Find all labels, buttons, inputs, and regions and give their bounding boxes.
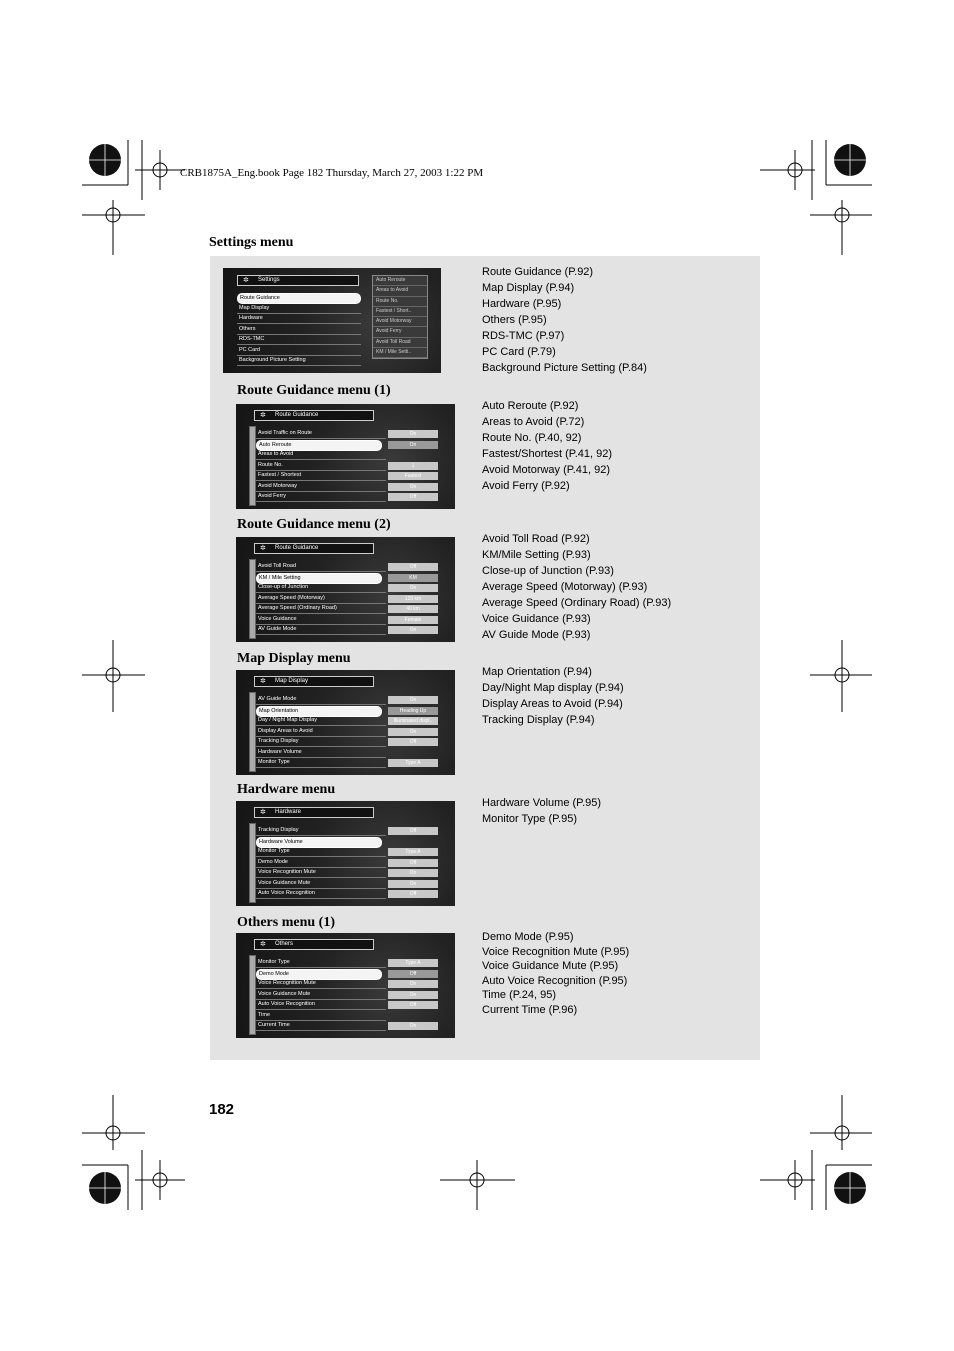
reference-item: Day/Night Map display (P.94) <box>482 682 624 694</box>
menu-row-label: Display Areas to Avoid <box>258 727 313 734</box>
section-heading-others-1: Others menu (1) <box>237 915 335 930</box>
screen-title-bar <box>254 676 374 687</box>
menu-screen <box>236 404 455 509</box>
reference-item: Voice Recognition Mute (P.95) <box>482 945 630 958</box>
page-number: 182 <box>209 1101 235 1118</box>
menu-row-value[interactable]: 40 km <box>388 605 438 613</box>
menu-row-value[interactable]: On <box>388 584 438 592</box>
menu-row[interactable] <box>256 889 386 899</box>
menu-icon: ✲ <box>260 809 266 816</box>
screen-title: Route Guidance <box>275 545 319 551</box>
menu-row[interactable] <box>256 1011 386 1021</box>
submenu-item: Avoid Ferry <box>373 327 427 337</box>
screen-title-bar <box>254 410 374 421</box>
menu-row-value[interactable]: Type A <box>388 759 438 767</box>
menu-row-value[interactable]: Off <box>388 738 438 746</box>
menu-row[interactable] <box>256 979 386 989</box>
menu-row-value[interactable]: On <box>388 626 438 634</box>
menu-row-label: AV Guide Mode <box>258 696 297 702</box>
reference-item: Hardware (P.95) <box>482 298 562 310</box>
reference-item: Close-up of Junction (P.93) <box>482 565 614 577</box>
menu-row-value[interactable]: Off <box>388 563 438 571</box>
reference-item: Time (P.24, 95) <box>482 989 556 1001</box>
menu-row[interactable] <box>256 758 386 768</box>
settings-item-label: Hardware <box>239 315 263 321</box>
menu-row-label: Hardware Volume <box>258 748 302 755</box>
menu-row-value[interactable]: On <box>388 980 438 988</box>
menu-row-value[interactable]: Illuminated displ.. <box>388 717 438 725</box>
map-display-reference-list <box>482 664 624 728</box>
menu-row-label: Avoid Ferry <box>258 493 287 499</box>
settings-item-label: Map Display <box>239 305 270 311</box>
menu-row-value[interactable]: Type A <box>388 848 438 856</box>
menu-row-label: AV Guide Mode <box>258 626 297 632</box>
screen-title-bar <box>254 807 374 818</box>
scrollbar[interactable] <box>249 559 256 639</box>
menu-row-label: Tracking Display <box>258 738 299 744</box>
menu-row-label: KM / Mile Setting <box>259 574 301 581</box>
settings-screen <box>223 268 441 373</box>
menu-row[interactable] <box>256 482 386 492</box>
submenu-item: KM / Mile Setti.. <box>373 348 427 358</box>
reference-item: Avoid Toll Road (P.92) <box>482 533 590 545</box>
menu-row-label: Current Time <box>258 1022 290 1028</box>
settings-item[interactable] <box>237 304 361 314</box>
screen-title-bar <box>254 939 374 950</box>
menu-row-label: Auto Voice Recognition <box>258 1001 315 1007</box>
reference-item: Average Speed (Motorway) (P.93) <box>482 581 648 593</box>
menu-screen <box>236 933 455 1038</box>
menu-row[interactable] <box>256 615 386 625</box>
menu-screen <box>236 670 455 775</box>
menu-row[interactable] <box>256 1000 386 1010</box>
menu-row-label: Avoid Toll Road <box>258 563 297 569</box>
menu-row[interactable] <box>256 1021 386 1031</box>
reference-item: Average Speed (Ordinary Road) (P.93) <box>482 597 672 609</box>
menu-row-value[interactable]: Off <box>388 859 438 867</box>
settings-item[interactable] <box>237 356 361 366</box>
menu-row-label: Average Speed (Motorway) <box>258 594 325 601</box>
menu-row-label: Monitor Type <box>258 848 290 854</box>
menu-row[interactable] <box>256 573 382 584</box>
menu-row-value[interactable]: On <box>388 483 438 491</box>
menu-row-value[interactable]: On <box>388 869 438 877</box>
reference-item: Route Guidance (P.92) <box>482 266 594 278</box>
menu-icon: ✲ <box>260 941 266 948</box>
menu-row-label: Demo Mode <box>259 970 289 977</box>
menu-icon: ✲ <box>260 678 266 685</box>
screen-title: Settings <box>258 277 280 283</box>
menu-row-label: Voice Recognition Mute <box>258 980 316 986</box>
settings-item[interactable] <box>237 346 361 356</box>
route-guidance-1-reference-list <box>482 398 612 494</box>
menu-row-value[interactable]: Off <box>388 890 438 898</box>
settings-item-label: Background Picture Setting <box>239 357 306 363</box>
menu-row-label: Demo Mode <box>258 858 288 865</box>
menu-row-value[interactable]: On <box>388 696 438 704</box>
menu-row-label: Voice Guidance <box>258 615 297 622</box>
menu-row-label: Average Speed (Ordinary Road) <box>258 605 337 611</box>
menu-row-value[interactable]: Off <box>388 1001 438 1009</box>
reference-item: Auto Voice Recognition (P.95) <box>482 974 628 987</box>
menu-row-value[interactable]: Fastest <box>388 472 438 480</box>
menu-row[interactable] <box>256 748 386 758</box>
menu-row[interactable] <box>256 716 386 726</box>
menu-row[interactable] <box>256 958 386 968</box>
menu-row[interactable] <box>256 868 386 878</box>
reference-item: Voice Guidance Mute (P.95) <box>482 960 619 972</box>
menu-row-label: Avoid Traffic on Route <box>258 430 312 436</box>
menu-row[interactable] <box>256 562 386 572</box>
menu-row[interactable] <box>256 429 386 439</box>
reference-item: Current Time (P.96) <box>482 1003 578 1016</box>
reference-item: AV Guide Mode (P.93) <box>482 629 591 641</box>
reference-item: Map Display (P.94) <box>482 282 575 294</box>
settings-item[interactable] <box>237 325 361 335</box>
scrollbar[interactable] <box>249 823 256 903</box>
menu-row-value[interactable]: Type A <box>388 959 438 967</box>
menu-row-value[interactable]: 120 km <box>388 595 438 603</box>
submenu-item: Avoid Toll Road <box>373 338 427 348</box>
menu-row-value[interactable]: KM <box>388 574 438 582</box>
route-guidance-2-reference-list <box>482 531 671 643</box>
scrollbar[interactable] <box>249 955 256 1035</box>
menu-row-label: Fastest / Shortest <box>258 472 302 478</box>
reference-item: Areas to Avoid (P.72) <box>482 416 585 428</box>
menu-row-label: Hardware Volume <box>259 838 303 845</box>
reference-item: Others (P.95) <box>482 314 547 326</box>
menu-row-value[interactable]: Heading Up <box>388 707 438 715</box>
screen-title: Hardware <box>275 809 302 815</box>
screen-title: Map Display <box>275 678 309 684</box>
menu-row-label: Map Orientation <box>259 707 299 714</box>
others-1-reference-list <box>482 930 629 1017</box>
menu-row-label: Areas to Avoid <box>258 451 294 457</box>
menu-screen <box>236 801 455 906</box>
menu-screen <box>236 537 455 642</box>
reference-item: Monitor Type (P.95) <box>482 813 577 825</box>
submenu-preview <box>372 275 428 359</box>
menu-row-value[interactable]: On <box>388 441 438 449</box>
menu-row-value[interactable]: On <box>388 728 438 736</box>
menu-icon: ✲ <box>260 412 266 419</box>
submenu-item: Areas to Avoid <box>373 286 427 296</box>
reference-item: Avoid Ferry (P.92) <box>482 480 570 492</box>
section-heading-hardware: Hardware menu <box>237 782 336 797</box>
menu-row[interactable] <box>256 990 386 1000</box>
menu-row-label: Auto Reroute <box>259 441 292 448</box>
scrollbar[interactable] <box>249 426 256 506</box>
menu-row-value[interactable]: On <box>388 991 438 999</box>
reference-item: Voice Guidance (P.93) <box>482 613 591 625</box>
screen-title-bar <box>237 275 359 286</box>
menu-row[interactable] <box>256 879 386 889</box>
settings-icon: ✲ <box>243 277 249 284</box>
menu-row-label: Voice Guidance Mute <box>258 990 311 997</box>
reference-item: RDS-TMC (P.97) <box>482 330 565 342</box>
menu-row-label: Monitor Type <box>258 759 290 765</box>
menu-row[interactable] <box>256 847 386 857</box>
reference-item: Avoid Motorway (P.41, 92) <box>482 464 610 476</box>
menu-row-label: Voice Guidance Mute <box>258 879 311 886</box>
menu-row-label: Time <box>258 1011 271 1018</box>
menu-row-label: Voice Recognition Mute <box>258 869 316 875</box>
screen-title: Others <box>275 941 294 947</box>
section-heading-route-guidance-1: Route Guidance menu (1) <box>237 383 391 398</box>
reference-item: Map Orientation (P.94) <box>482 666 592 678</box>
reference-item: Hardware Volume (P.95) <box>482 797 602 809</box>
section-heading-map-display: Map Display menu <box>237 651 351 666</box>
book-header-line: CRB1875A_Eng.book Page 182 Thursday, March 27, 2003 1:22 PM <box>180 167 484 179</box>
reference-item: Auto Reroute (P.92) <box>482 400 579 412</box>
page-title: Settings menu <box>209 235 294 250</box>
menu-row[interactable] <box>256 695 386 705</box>
submenu-item: Auto Reroute <box>373 276 427 286</box>
menu-row-value[interactable]: Off <box>388 827 438 835</box>
reference-item: Tracking Display (P.94) <box>482 714 595 726</box>
menu-icon: ✲ <box>260 545 266 552</box>
menu-row-value[interactable]: Off <box>388 970 438 978</box>
menu-row-value[interactable]: On <box>388 1022 438 1030</box>
menu-row-label: Day / Night Map Display <box>258 717 317 723</box>
reference-item: Fastest/Shortest (P.41, 92) <box>482 448 613 460</box>
menu-row[interactable] <box>256 604 386 614</box>
menu-row-label: Avoid Motorway <box>258 482 298 489</box>
reference-item: Display Areas to Avoid (P.94) <box>482 698 623 710</box>
menu-row[interactable] <box>256 461 386 471</box>
submenu-item: Avoid Motorway <box>373 317 427 327</box>
menu-row[interactable] <box>256 471 386 481</box>
menu-row-value[interactable]: Off <box>388 493 438 501</box>
menu-row[interactable] <box>256 727 386 737</box>
reference-item: Demo Mode (P.95) <box>482 931 574 943</box>
menu-row[interactable] <box>256 450 386 460</box>
submenu-item: Route No. <box>373 297 427 307</box>
screen-title: Route Guidance <box>275 412 319 418</box>
menu-row-label: Tracking Display <box>258 827 299 833</box>
settings-item[interactable] <box>237 293 361 304</box>
settings-item-label: Route Guidance <box>240 295 280 301</box>
section-heading-route-guidance-2: Route Guidance menu (2) <box>237 517 391 532</box>
menu-row[interactable] <box>256 737 386 747</box>
menu-row[interactable] <box>256 858 386 868</box>
reference-item: Background Picture Setting (P.84) <box>482 362 647 374</box>
reference-item: Route No. (P.40, 92) <box>482 432 582 444</box>
settings-item-label: RDS-TMC <box>239 336 265 342</box>
menu-row-label: Monitor Type <box>258 959 290 965</box>
screen-title-bar <box>254 543 374 554</box>
menu-row[interactable] <box>256 492 386 502</box>
submenu-item: Fastest / Short.. <box>373 307 427 317</box>
menu-row[interactable] <box>256 440 382 451</box>
reference-item: KM/Mile Setting (P.93) <box>482 549 591 561</box>
reference-item: PC Card (P.79) <box>482 346 556 358</box>
menu-row[interactable] <box>256 594 386 604</box>
settings-item[interactable] <box>237 335 361 345</box>
menu-row[interactable] <box>256 826 386 836</box>
settings-item-label: Others <box>239 326 256 332</box>
menu-row-value[interactable]: 1 <box>388 462 438 470</box>
menu-row-value[interactable]: On <box>388 880 438 888</box>
menu-row-value[interactable]: On <box>388 430 438 438</box>
menu-row[interactable] <box>256 837 382 848</box>
settings-item-label: PC Card <box>239 347 261 353</box>
settings-item[interactable] <box>237 314 361 324</box>
menu-row-label: Close-up of Junction <box>258 584 309 590</box>
scrollbar[interactable] <box>249 692 256 772</box>
menu-row[interactable] <box>256 706 382 717</box>
menu-row-label: Auto Voice Recognition <box>258 890 315 896</box>
menu-row-label: Route No. <box>258 461 283 468</box>
menu-row[interactable] <box>256 625 386 635</box>
menu-row[interactable] <box>256 583 386 593</box>
settings-reference-list <box>482 264 647 376</box>
menu-row[interactable] <box>256 969 382 980</box>
hardware-reference-list <box>482 795 601 827</box>
menu-row-value[interactable]: Female <box>388 616 438 624</box>
